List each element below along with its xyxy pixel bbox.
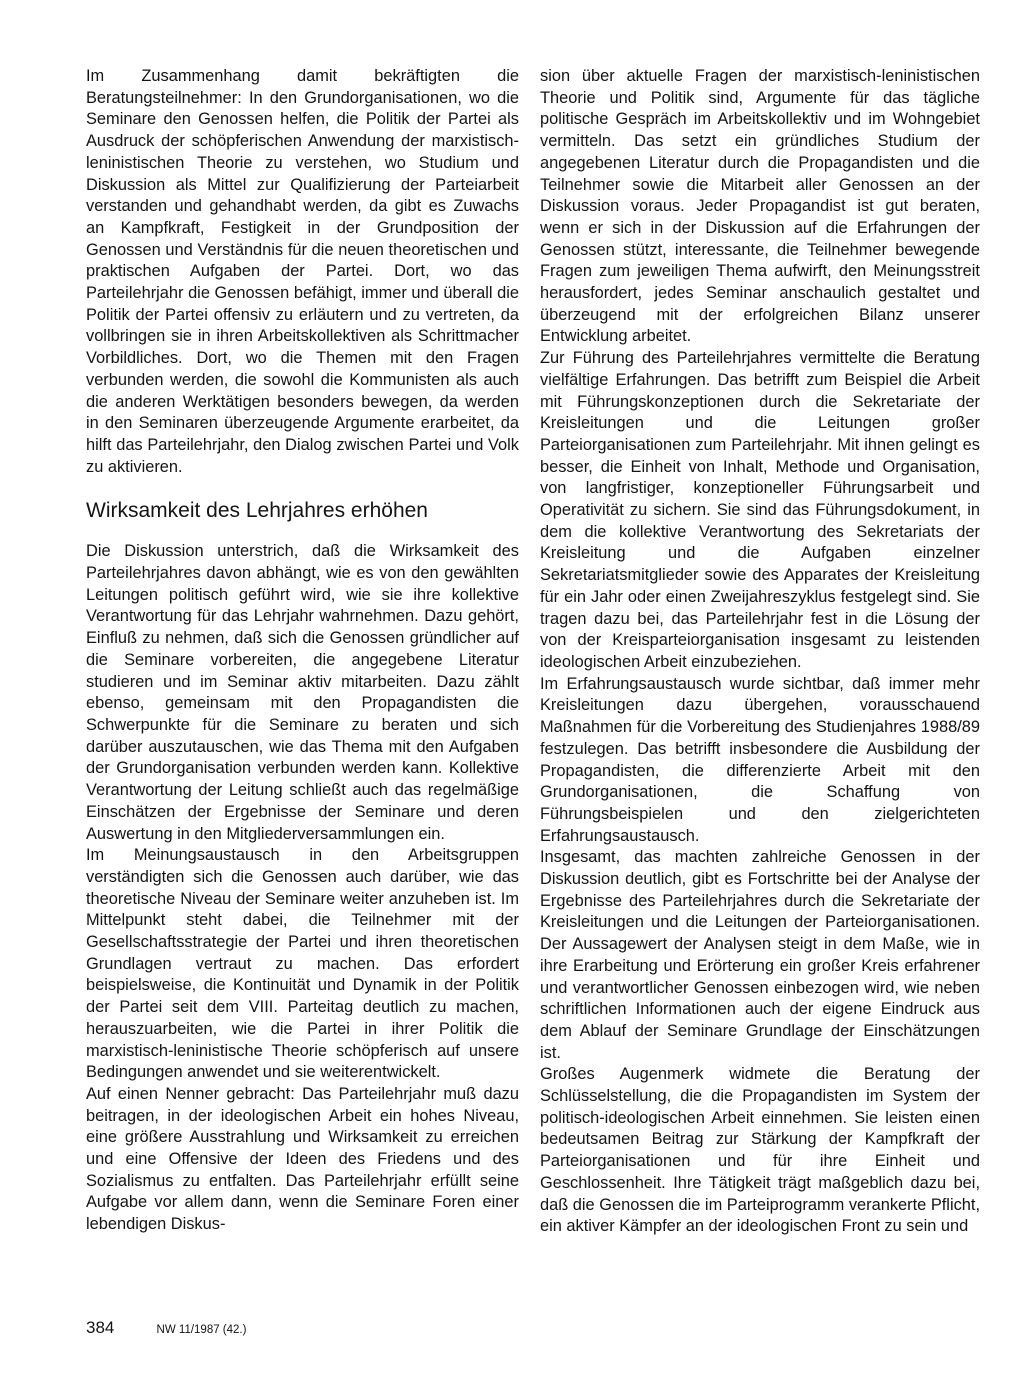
body-paragraph: Zur Führung des Parteilehrjahres vermittelte die Beratung vielfältige Erfahrungen. Das betrifft zum Beispiel die Arbeit mit Führungskonzeptionen durch die Sekretariate der Kreisleitungen und die Leitungen großer Parteiorganisationen zum Parteilehrjahr. Mit ihnen gelingt es besser, die Einheit von Inhalt, Methode und Organisation, von langfristiger, konzeptioneller Führungsarbeit und Operativität zu sichern. Sie sind das Führungsdokument, in dem die kollektive Verantwortung des Sekretariats der Kreisleitung und die Aufgaben einzelner Sekretariatsmitglieder sowie des Apparates der Kreisleitung für ein Jahr oder einen Zweijahreszyklus festgelegt sind. Sie tragen dazu bei, das Parteilehrjahr fest in die Lösung der von der Kreisparteiorganisation insgesamt zu leistenden ideologischen Arbeit einzubeziehen. <box>540 349 980 671</box>
page-footer <box>86 1318 246 1340</box>
body-paragraph: Im Meinungsaustausch in den Arbeitsgruppen verständigten sich die Genossen auch darüber, wie das theoretische Niveau der Seminare weiter anzuheben ist. Im Mittelpunkt steht dabei, die Teilnehmer mit der Gesellschaftsstrategie der Partei und ihren theoretischen Grundlagen vertraut zu machen. Das erfordert beispielsweise, die Kontinuität und Dynamik in der Politik der Partei seit dem VIII. Parteitag deutlich zu machen, herauszuarbeiten, wie die Partei in ihrer Politik die marxistisch-leninistische Theorie schöpferisch auf unsere Bedingungen anwendet und sie weiterentwickelt. <box>86 846 519 1082</box>
body-paragraph: Insgesamt, das machten zahlreiche Genossen in der Diskussion deutlich, gibt es Fortschritte bei der Analyse der Ergebnisse des Parteilehrjahres durch die Sekretariate der Kreisleitungen und die Leitungen der Parteiorganisationen. Der Aussagewert der Analysen steigt in dem Maße, wie in ihre Erarbeitung und Erörterung ein großer Kreis erfahrener und verantwortlicher Genossen einbezogen wird, wie neben schriftlichen Informationen auch der eigene Eindruck aus dem Ablauf der Seminare Grundlage der Einschätzungen ist. <box>540 848 980 1062</box>
body-paragraph: Im Zusammenhang damit bekräftigten die Beratungsteilnehmer: In den Grundorganisationen, wo die Seminare den Genossen helfen, die Politik der Partei als Ausdruck der schöpferischen Anwendung der marxistisch-leninistischen Theorie zu verstehen, wo Studium und Diskussion als Mittel zur Qualifizierung der Parteiarbeit verstanden und gehandhabt werden, da gibt es Zuwachs an Kampfkraft, Festigkeit in der Grundposition der Genossen und Verständnis für die neuen theoretischen und praktischen Aufgaben der Partei. Dort, wo das Parteilehrjahr die Genossen befähigt, immer und überall die Politik der Partei offensiv zu erläutern und zu vertreten, da vollbringen sie in ihren Arbeitskollektiven als Schrittmacher Vorbildliches. Dort, wo die Themen mit den Fragen verbunden werden, die sowohl die Kommunisten als auch die anderen Werktätigen besonders bewegen, da werden in den Seminaren überzeugende Argumente erarbeitet, da hilft das Parteilehrjahr, den Dialog zwischen Partei und Volk zu aktivieren. <box>86 67 519 476</box>
body-paragraph: Auf einen Nenner gebracht: Das Parteilehrjahr muß dazu beitragen, in der ideologischen Arbeit ein hohes Niveau, eine größere Ausstrahlung und Wirksamkeit zu erreichen und eine Offensive der Ideen des Friedens und des Sozialismus zu entfalten. Das Parteilehrjahr erfüllt seine Aufgabe vor allem dann, wenn die Seminare Foren einer lebendigen Diskus- <box>86 1084 519 1234</box>
left-column <box>86 66 519 1236</box>
body-paragraph: sion über aktuelle Fragen der marxistisch-leninistischen Theorie und Politik sind, Argumente für das tägliche politische Gespräch im Arbeitskollektiv und im Wohngebiet vermitteln. Das setzt ein gründliches Studium der angegebenen Literatur durch die Propagandisten und die Teilnehmer sowie die Mitarbeit aller Genossen an der Diskussion voraus. Jeder Propagandist ist gut beraten, wenn er sich in der Diskussion auf die Erfahrungen der Genossen stützt, interessante, die Teilnehmer bewegende Fragen zum jeweiligen Thema aufwirft, den Meinungsstreit herausfordert, jedes Seminar anschaulich gestaltet und überzeugend mit der erfolgreichen Bilanz unserer Entwicklung arbeitet. <box>540 67 980 346</box>
body-paragraph: Großes Augenmerk widmete die Beratung der Schlüsselstellung, die die Propagandisten im System der politisch-ideologischen Arbeit einnehmen. Sie leisten einen bedeutsamen Beitrag zur Stärkung der Kampfkraft der Parteiorganisationen und für ihre Einheit und Geschlossenheit. Ihre Tätigkeit trägt maßgeblich dazu bei, daß die Genossen die im Parteiprogramm verankerte Pflicht, ein aktiver Kämpfer an der ideologischen Front zu sein und <box>540 1065 981 1236</box>
right-column <box>540 66 980 1238</box>
section-heading: Wirksamkeit des Lehrjahres erhöhen <box>86 499 428 523</box>
page-number: 384 <box>86 1318 115 1337</box>
body-paragraph: Die Diskussion unterstrich, daß die Wirksamkeit des Parteilehrjahres davon abhängt, wie es von den gewählten Leitungen politisch geführt wird, wie sie ihre kollektive Verantwortung für das Lehrjahr wahrnehmen. Dazu gehört, Einfluß zu nehmen, daß sich die Genossen gründlicher auf die Seminare vorbereiten, die angegebene Literatur studieren und im Seminar aktiv mitarbeiten. Dazu zählt ebenso, gemeinsam mit den Propagandisten die Schwerpunkte für die Seminare zu beraten und sich darüber auszutauschen, wie das Thema mit den Aufgaben der Grundorganisation verbunden werden kann. Kollektive Verantwortung der Leitung schließt auch das regelmäßige Einschätzen der Ergebnisse der Seminare und deren Auswertung in den Mitgliederversammlungen ein. <box>86 542 519 843</box>
body-paragraph: Im Erfahrungsaustausch wurde sichtbar, daß immer mehr Kreisleitungen dazu übergehen, vorausschauend Maßnahmen für die Vorbereitung des Studienjahres 1988/89 festzulegen. Das betrifft insbesondere die Ausbildung der Propagandisten, die differenzierte Arbeit mit den Grundorganisationen, die Schaffung von Führungsbeispielen und den zielgerichteten Erfahrungsaustausch. <box>540 674 980 845</box>
issue-reference: NW 11/1987 (42.) <box>156 1324 247 1336</box>
